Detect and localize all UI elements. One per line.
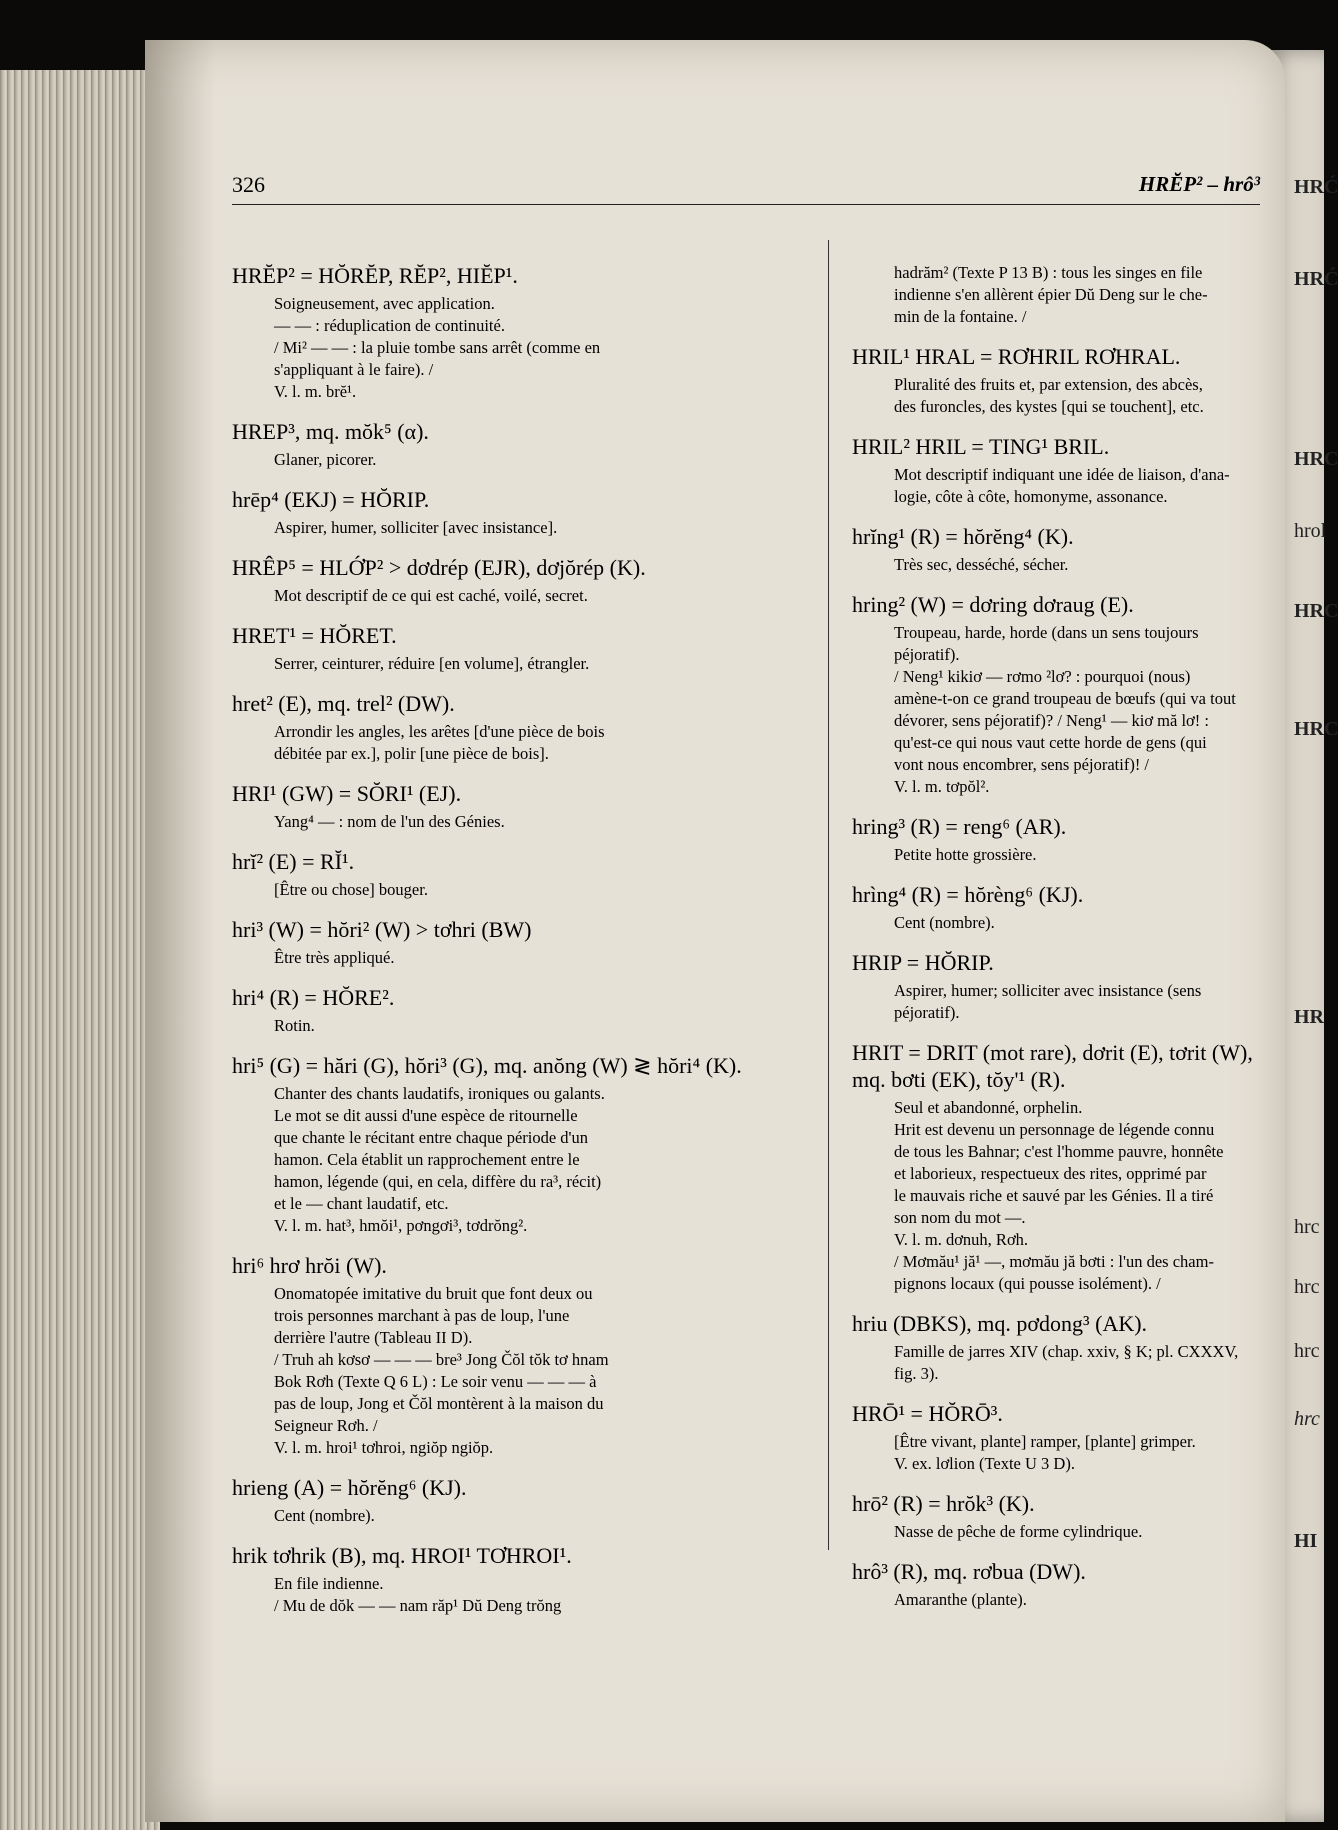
entry-headword: hrieng (A) = hŏrĕng⁶ (KJ). xyxy=(232,1475,467,1500)
definition-line: Troupeau, harde, horde (dans un sens toujours xyxy=(894,623,1199,642)
dictionary-entry xyxy=(852,433,1266,507)
definition-line: derrière l'autre (Tableau II D). xyxy=(274,1328,473,1347)
definition-line: logie, côte à côte, homonyme, assonance. xyxy=(894,487,1168,506)
definition-line: / Mơmău¹ jă¹ —, mơmău jă bơti : l'un des cham- xyxy=(894,1252,1214,1271)
definition-line: hamon. Cela établit un rapprochement entre le xyxy=(274,1150,580,1169)
entry-definition xyxy=(232,517,808,538)
right-column xyxy=(852,262,1266,1626)
definition-line: V. l. m. brĕ¹. xyxy=(274,382,357,401)
definition-line: fig. 3). xyxy=(894,1364,939,1383)
dictionary-entry xyxy=(852,262,1266,327)
definition-line: V. l. m. hroi¹ tơhroi, ngiŏp ngiŏp. xyxy=(274,1438,494,1457)
entry-definition xyxy=(232,1505,808,1526)
definition-line: Yang⁴ — : nom de l'un des Génies. xyxy=(274,812,505,831)
entry-headword: HRIP = HŎRIP. xyxy=(852,950,994,975)
entry-headword: hri³ (W) = hŏri² (W) > tơhri (BW) xyxy=(232,917,532,942)
definition-line: Seul et abandonné, orphelin. xyxy=(894,1098,1083,1117)
definition-line: V. l. m. tơpŏl². xyxy=(894,777,990,796)
dictionary-entry xyxy=(852,343,1266,417)
definition-line: Nasse de pêche de forme cylindrique. xyxy=(894,1522,1143,1541)
entry-definition xyxy=(232,1015,808,1036)
dictionary-entry xyxy=(232,1474,808,1526)
entry-definition xyxy=(232,879,808,900)
definition-line: et le — chant laudatif, etc. xyxy=(274,1194,449,1213)
entry-headword: HREP³, mq. mŏk⁵ (α). xyxy=(232,419,429,444)
facing-fragment: HRĆ xyxy=(1294,176,1338,198)
definition-line: En file indienne. xyxy=(274,1574,384,1593)
definition-line: Onomatopée imitative du bruit que font deux ou xyxy=(274,1284,593,1303)
entry-definition xyxy=(852,622,1266,797)
definition-line: indienne s'en allèrent épier Dŭ Deng sur le che- xyxy=(894,285,1208,304)
dictionary-entry xyxy=(232,848,808,900)
dictionary-entry xyxy=(852,591,1266,797)
dictionary-entry xyxy=(852,813,1266,865)
definition-line: / Neng¹ kikiơ — rơmo ²lơ? : pourquoi (nous) xyxy=(894,667,1191,686)
definition-line: Être très appliqué. xyxy=(274,948,395,967)
entry-headword: HRIT = DRIT (mot rare), dơrit (E), tơrit (W), mq. bơti (EK), tŏy'¹ (R). xyxy=(852,1040,1253,1092)
left-column xyxy=(232,262,808,1632)
definition-line: Bok Rơh (Texte Q 6 L) : Le soir venu — — — à xyxy=(274,1372,597,1391)
dictionary-entry xyxy=(232,1252,808,1458)
facing-fragment: HI xyxy=(1294,1530,1318,1552)
entry-definition xyxy=(852,844,1266,865)
definition-line: trois personnes marchant à pas de loup, l'une xyxy=(274,1306,570,1325)
dictionary-entry xyxy=(232,262,808,402)
dictionary-entry xyxy=(852,949,1266,1023)
page-header xyxy=(232,168,1260,205)
definition-line: [Être ou chose] bouger. xyxy=(274,880,428,899)
definition-line: V. l. m. hat³, hmŏi¹, pơngơi³, tơdrŏng². xyxy=(274,1216,528,1235)
definition-line: [Être vivant, plante] ramper, [plante] grimper. xyxy=(894,1432,1196,1451)
entry-definition xyxy=(232,653,808,674)
definition-line: péjoratif). xyxy=(894,1003,960,1022)
entry-definition xyxy=(232,293,808,402)
entry-headword: hrō² (R) = hrŏk³ (K). xyxy=(852,1491,1035,1516)
definition-line: Serrer, ceinturer, réduire [en volume], étrangler. xyxy=(274,654,590,673)
entry-definition xyxy=(852,1097,1266,1294)
entry-definition xyxy=(852,1589,1266,1610)
definition-line: vont nous encombrer, sens péjoratif)! / xyxy=(894,755,1150,774)
definition-line: Le mot se dit aussi d'une espèce de ritournelle xyxy=(274,1106,578,1125)
entry-headword: hrĭ² (E) = RĬ¹. xyxy=(232,849,355,874)
facing-fragment: hrc xyxy=(1294,1216,1320,1238)
entry-headword: HRŌ¹ = HŎRŌ³. xyxy=(852,1401,1003,1426)
dictionary-entry xyxy=(232,916,808,968)
entry-headword: hring² (W) = dơring dơraug (E). xyxy=(852,592,1134,617)
definition-line: Arrondir les angles, les arêtes [d'une pièce de bois xyxy=(274,722,605,741)
definition-line: pignons locaux (qui pousse isolément). / xyxy=(894,1274,1161,1293)
facing-fragment: HRC xyxy=(1294,600,1338,622)
entry-definition xyxy=(232,811,808,832)
dictionary-entry xyxy=(232,1052,808,1236)
definition-line: que chante le récitant entre chaque période d'un xyxy=(274,1128,589,1147)
definition-line: des furoncles, des kystes [qui se touchent], etc. xyxy=(894,397,1204,416)
entry-headword: hrĭng¹ (R) = hŏrĕng⁴ (K). xyxy=(852,524,1074,549)
entry-definition xyxy=(852,1431,1266,1474)
entry-headword: hring³ (R) = reng⁶ (AR). xyxy=(852,814,1067,839)
dictionary-entry xyxy=(232,554,808,606)
facing-fragment: HRC xyxy=(1294,448,1338,470)
facing-fragment: HRĆ xyxy=(1294,268,1338,290)
definition-line: Mot descriptif indiquant une idée de liaison, d'ana- xyxy=(894,465,1230,484)
definition-line: — — : réduplication de continuité. xyxy=(274,316,505,335)
definition-line: Amaranthe (plante). xyxy=(894,1590,1027,1609)
definition-line: Soigneusement, avec application. xyxy=(274,294,495,313)
dictionary-entry xyxy=(232,984,808,1036)
entry-headword: HRI¹ (GW) = SŎRI¹ (EJ). xyxy=(232,781,462,806)
definition-line: Aspirer, humer; solliciter avec insistance (sens xyxy=(894,981,1202,1000)
definition-line: s'appliquant à le faire). / xyxy=(274,360,434,379)
dictionary-entry xyxy=(232,622,808,674)
entry-headword: HRÊP⁵ = HLỚP² > dơdrép (EJR), dơjŏrép (K). xyxy=(232,555,646,580)
entry-definition xyxy=(232,947,808,968)
entry-definition xyxy=(852,1341,1266,1384)
definition-line: V. ex. lơlion (Texte U 3 D). xyxy=(894,1454,1075,1473)
dictionary-entry xyxy=(852,1310,1266,1384)
entry-headword: HRIL² HRIL = TING¹ BRIL. xyxy=(852,434,1110,459)
dictionary-entry xyxy=(232,690,808,764)
entry-definition xyxy=(232,585,808,606)
entry-definition xyxy=(852,1521,1266,1542)
entry-definition xyxy=(852,554,1266,575)
definition-line: Aspirer, humer, solliciter [avec insistance]. xyxy=(274,518,558,537)
definition-line: V. l. m. dơnuh, Rơh. xyxy=(894,1230,1029,1249)
entry-headword: hrô³ (R), mq. rơbua (DW). xyxy=(852,1559,1086,1584)
facing-fragment: HR xyxy=(1294,1006,1324,1028)
dictionary-entry xyxy=(852,1490,1266,1542)
definition-line: min de la fontaine. / xyxy=(894,307,1027,326)
definition-line: amène-t-on ce grand troupeau de bœufs (qui va tout xyxy=(894,689,1236,708)
facing-fragment: hrc xyxy=(1294,1408,1320,1430)
definition-line: Très sec, desséché, sécher. xyxy=(894,555,1069,574)
entry-headword: hri⁵ (G) = hări (G), hŏri³ (G), mq. anŏng (W) ≷ hŏri⁴ (K). xyxy=(232,1053,742,1078)
entry-definition xyxy=(232,721,808,764)
entry-headword: hrēp⁴ (EKJ) = HŎRIP. xyxy=(232,487,430,512)
dictionary-entry xyxy=(232,486,808,538)
definition-line: et laborieux, respectueux des rites, opprimé par xyxy=(894,1164,1207,1183)
definition-line: / Mi² — — : la pluie tombe sans arrêt (comme en xyxy=(274,338,601,357)
definition-line: / Mu de dŏk — — nam răp¹ Dŭ Deng trŏng xyxy=(274,1596,562,1615)
definition-line: Cent (nombre). xyxy=(894,913,995,932)
entry-definition xyxy=(852,464,1266,507)
definition-line: Chanter des chants laudatifs, ironiques ou galants. xyxy=(274,1084,605,1103)
entry-headword: hri⁶ hrơ hrŏi (W). xyxy=(232,1253,387,1278)
dictionary-entry xyxy=(852,1558,1266,1610)
entry-headword: hrìng⁴ (R) = hŏrèng⁶ (KJ). xyxy=(852,882,1084,907)
definition-line: dévorer, sens péjoratif)? / Neng¹ — kiơ mă lơ! : xyxy=(894,711,1209,730)
definition-line: Rotin. xyxy=(274,1016,315,1035)
entry-headword: HRIL¹ HRAL = RƠHRIL RƠHRAL. xyxy=(852,344,1181,369)
definition-line: Hrit est devenu un personnage de légende connu xyxy=(894,1120,1215,1139)
definition-line: qu'est-ce qui nous vaut cette horde de gens (qui xyxy=(894,733,1207,752)
definition-line: de tous les Bahnar; c'est l'homme pauvre, honnête xyxy=(894,1142,1224,1161)
definition-line: hadrăm² (Texte P 13 B) : tous les singes en file xyxy=(894,263,1203,282)
dictionary-entry xyxy=(852,881,1266,933)
entry-definition xyxy=(852,912,1266,933)
running-head: HRĔP² – hrô³ xyxy=(1138,172,1260,196)
definition-line: Mot descriptif de ce qui est caché, voilé, secret. xyxy=(274,586,588,605)
entry-definition xyxy=(852,980,1266,1023)
definition-line: Famille de jarres XIV (chap. xxiv, § K; pl. CXXXV, xyxy=(894,1342,1239,1361)
dictionary-entry xyxy=(232,418,808,470)
entry-headword: HRET¹ = HŎRET. xyxy=(232,623,397,648)
dictionary-entry xyxy=(232,1542,808,1616)
definition-line: pas de loup, Jong et Čŏl montèrent à la maison du xyxy=(274,1394,604,1413)
page-number: 326 xyxy=(232,172,265,197)
entry-definition xyxy=(232,1573,808,1616)
entry-definition xyxy=(232,449,808,470)
definition-line: Glaner, picorer. xyxy=(274,450,377,469)
page-stack-edge xyxy=(0,70,160,1830)
facing-fragment: hrc xyxy=(1294,1276,1320,1298)
dictionary-entry xyxy=(852,523,1266,575)
dictionary-entry xyxy=(852,1400,1266,1474)
entry-definition xyxy=(852,374,1266,417)
facing-fragment: hrc xyxy=(1294,1340,1320,1362)
definition-line: le mauvais riche et sauvé par les Génies. Il a tiré xyxy=(894,1186,1214,1205)
definition-line: Cent (nombre). xyxy=(274,1506,375,1525)
entry-headword: hri⁴ (R) = HŎRE². xyxy=(232,985,395,1010)
entry-definition xyxy=(232,1083,808,1236)
entry-definition xyxy=(852,262,1266,327)
entry-headword: hriu (DBKS), mq. pơdong³ (AK). xyxy=(852,1311,1148,1336)
definition-line: hamon, légende (qui, en cela, diffère du ra³, récit) xyxy=(274,1172,602,1191)
definition-line: péjoratif). xyxy=(894,645,960,664)
entry-definition xyxy=(232,1283,808,1458)
facing-fragment: hrol xyxy=(1294,520,1327,542)
definition-line: / Truh ah kơsơ — — — bre³ Jong Čŏl tŏk tơ hnam xyxy=(274,1350,609,1369)
definition-line: Seigneur Rơh. / xyxy=(274,1416,378,1435)
column-divider xyxy=(828,240,829,1550)
definition-line: Pluralité des fruits et, par extension, des abcès, xyxy=(894,375,1203,394)
definition-line: débitée par ex.], polir [une pièce de bois]. xyxy=(274,744,549,763)
entry-headword: hrik tơhrik (B), mq. HROI¹ TƠHROI¹. xyxy=(232,1543,572,1568)
definition-line: Petite hotte grossière. xyxy=(894,845,1037,864)
entry-headword: HRĔP² = HŎRĔP, RĔP², HIĔP¹. xyxy=(232,263,518,288)
dictionary-entry xyxy=(232,780,808,832)
entry-headword: hret² (E), mq. trel² (DW). xyxy=(232,691,455,716)
definition-line: son nom du mot —. xyxy=(894,1208,1026,1227)
dictionary-entry xyxy=(852,1039,1266,1294)
facing-fragment: HRC xyxy=(1294,718,1338,740)
